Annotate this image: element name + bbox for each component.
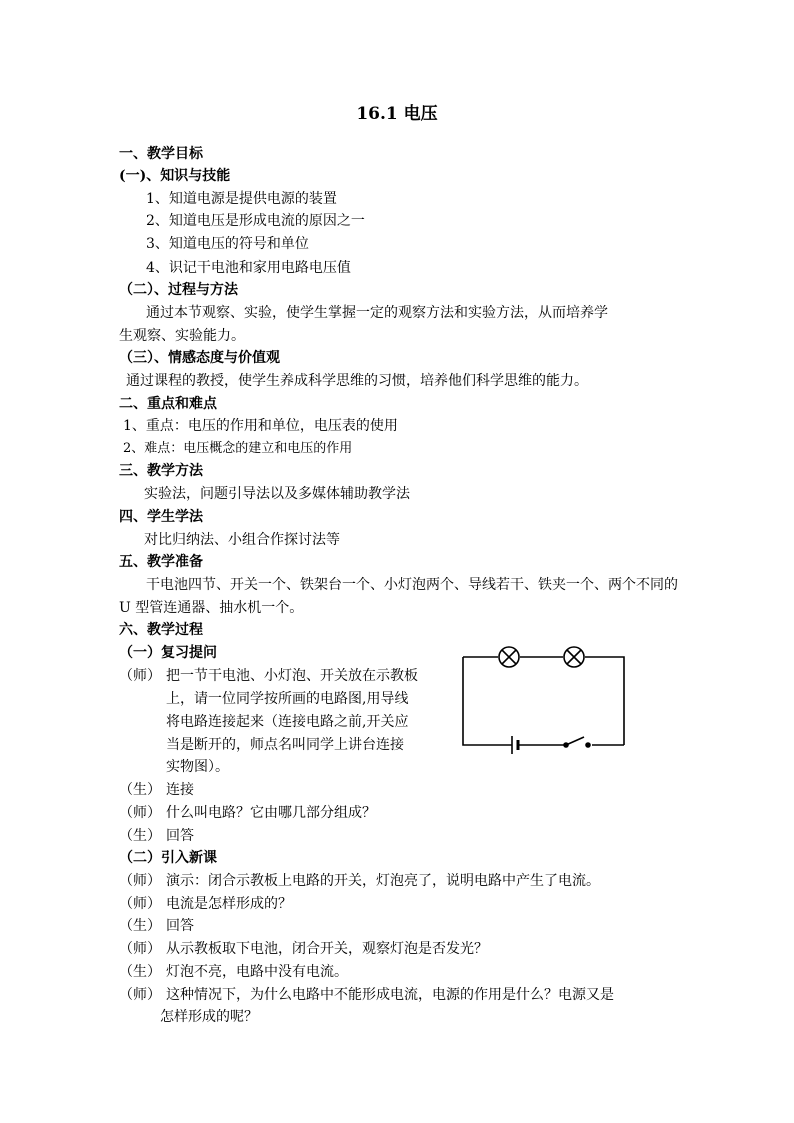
section-heading-6: 六、教学过程	[119, 622, 203, 638]
speaker-role: （师）	[119, 896, 161, 912]
dialogue-line: 连接	[166, 782, 194, 798]
battery-icon	[512, 736, 518, 754]
list-item: 1、重点：电压的作用和单位，电压表的使用	[123, 418, 398, 434]
dialogue-line: 回答	[166, 828, 194, 844]
speaker-role: （师）	[119, 941, 161, 957]
dialogue-line: 怎样形成的呢？	[160, 1009, 258, 1025]
list-item: 2、知道电压是形成电流的原因之一	[146, 213, 365, 229]
dialogue-line: 这种情况下，为什么电路中不能形成电流，电源的作用是什么？电源又是	[166, 987, 614, 1003]
dialogue-line: 什么叫电路？它由哪几部分组成？	[166, 805, 376, 821]
list-item: 4、识记干电池和家用电路电压值	[146, 260, 351, 276]
speaker-role: （师）	[119, 873, 161, 889]
subsection-heading-6-1: （一）复习提问	[119, 645, 217, 661]
speaker-role: （师）	[119, 668, 161, 684]
speaker-role: （师）	[119, 987, 161, 1003]
paragraph-line: 通过本节观察、实验，使学生掌握一定的观察方法和实验方法，从而培养学	[146, 305, 608, 321]
dialogue-line: 实物图）。	[166, 759, 229, 775]
paragraph-line: U 型管连通器、抽水机一个。	[119, 600, 304, 616]
subsection-heading-1-1: (一)、知识与技能	[119, 168, 231, 184]
lamp-icon	[564, 647, 584, 667]
list-item: 3、知道电压的符号和单位	[146, 236, 309, 252]
dialogue-line: 将电路连接起来（连接电路之前,开关应	[166, 714, 409, 730]
paragraph-line: 干电池四节、开关一个、铁架台一个、小灯泡两个、导线若干、铁夹一个、两个不同的	[146, 577, 678, 593]
section-heading-3: 三、教学方法	[119, 463, 203, 479]
circuit-wire-top-right	[585, 657, 624, 745]
dialogue-line: 上，请一位同学按所画的电路图,用导线	[166, 691, 409, 707]
page-title: 16.1 电压	[356, 104, 438, 124]
paragraph-line: 对比归纳法、小组合作探讨法等	[144, 532, 340, 548]
speaker-role: （生）	[119, 782, 161, 798]
dialogue-line: 电流是怎样形成的？	[166, 896, 292, 912]
dialogue-line: 把一节干电池、小灯泡、开关放在示教板	[166, 668, 418, 684]
section-heading-2: 二、重点和难点	[119, 396, 217, 412]
lamp-icon	[499, 647, 519, 667]
subsection-heading-6-2: （二）引入新课	[119, 850, 217, 866]
subsection-heading-1-2: （二）、过程与方法	[119, 282, 238, 298]
dialogue-line: 演示：闭合示教板上电路的开关，灯泡亮了，说明电路中产生了电流。	[166, 873, 600, 889]
paragraph-line: 通过课程的教授，使学生养成科学思维的习惯，培养他们科学思维的能力。	[126, 373, 588, 389]
list-item: 2、难点：电压概念的建立和电压的作用	[123, 441, 353, 456]
dialogue-line: 当是断开的，师点名叫同学上讲台连接	[166, 737, 404, 753]
speaker-role: （生）	[119, 964, 161, 980]
circuit-diagram	[458, 644, 630, 754]
speaker-role: （师）	[119, 805, 161, 821]
section-heading-5: 五、教学准备	[119, 554, 203, 570]
dialogue-line: 从示教板取下电池，闭合开关，观察灯泡是否发光？	[166, 941, 488, 957]
subsection-heading-1-3: （三）、情感态度与价值观	[119, 350, 280, 366]
dialogue-line: 灯泡不亮，电路中没有电流。	[166, 964, 348, 980]
dialogue-line: 回答	[166, 918, 194, 934]
section-heading-4: 四、学生学法	[119, 509, 203, 525]
section-heading-1: 一、教学目标	[119, 146, 203, 162]
list-item: 1、知道电源是提供电源的装置	[146, 191, 337, 207]
switch-icon	[564, 737, 590, 747]
paragraph-line: 生观察、实验能力。	[119, 328, 245, 344]
speaker-role: （生）	[119, 828, 161, 844]
paragraph-line: 实验法，问题引导法以及多媒体辅助教学法	[144, 486, 410, 502]
circuit-wire-left	[463, 657, 512, 745]
speaker-role: （生）	[119, 918, 161, 934]
